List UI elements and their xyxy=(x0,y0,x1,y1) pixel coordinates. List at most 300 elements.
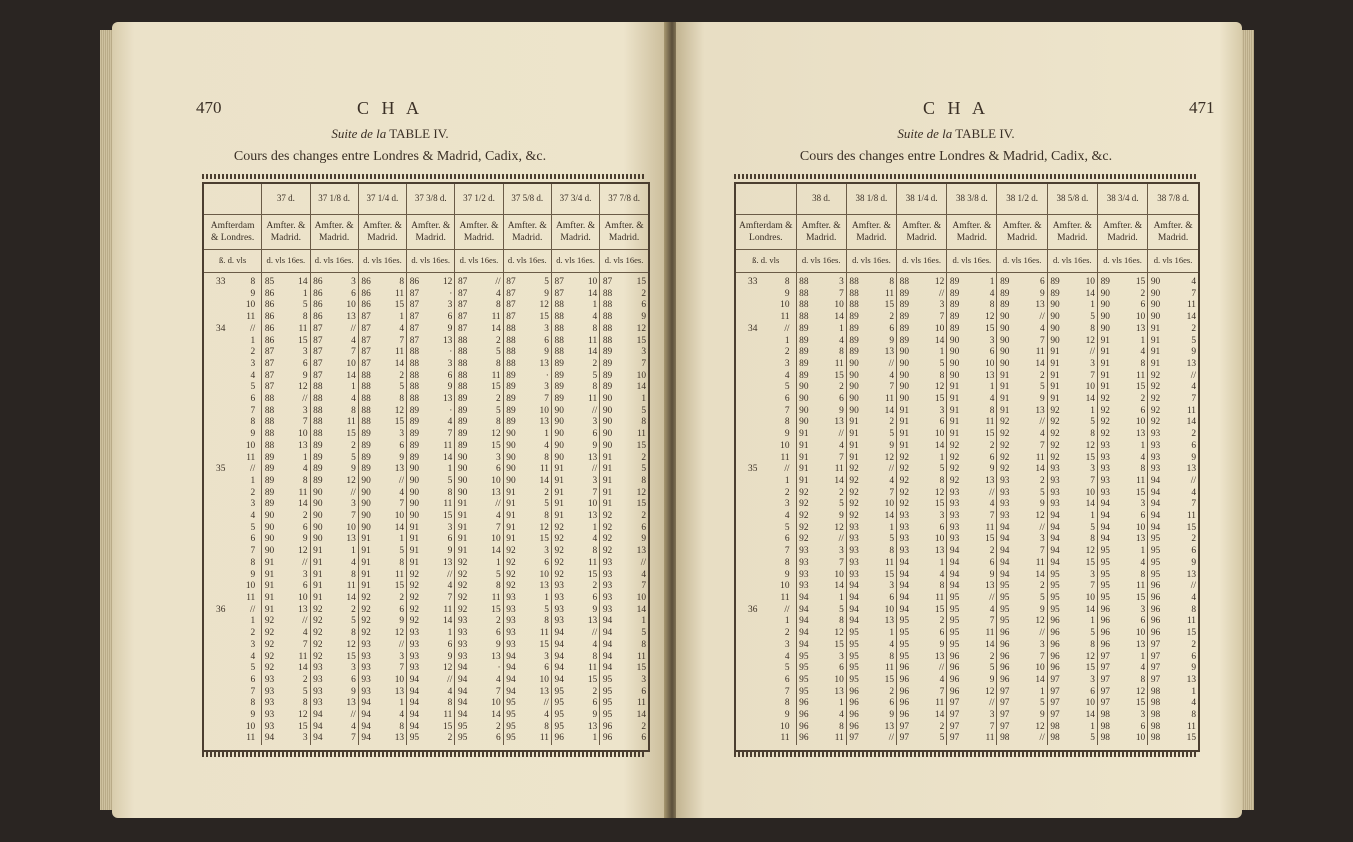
value-sixteenths: 14 xyxy=(1085,288,1095,299)
row-pence: 7 xyxy=(250,405,256,416)
value-pair xyxy=(506,675,549,687)
value-pair xyxy=(1150,710,1196,722)
value-sixteenths: 3 xyxy=(939,300,945,311)
value-pair xyxy=(1100,406,1145,418)
row-label-cell xyxy=(204,488,262,500)
value-cell xyxy=(1148,546,1198,558)
value-sixteenths: 1 xyxy=(302,452,308,463)
value-pair xyxy=(409,476,452,488)
value-cell xyxy=(407,289,455,301)
value-deniers: 96 xyxy=(849,710,859,721)
value-cell xyxy=(358,616,406,628)
table-row xyxy=(204,499,648,511)
exchange-table-left xyxy=(202,182,650,752)
value-pair xyxy=(457,429,500,441)
value-deniers: 89 xyxy=(1100,277,1110,287)
value-deniers: 94 xyxy=(849,604,859,615)
value-sixteenths: 8 xyxy=(939,475,945,486)
value-sixteenths: 10 xyxy=(491,534,501,545)
row-pence: 9 xyxy=(250,710,256,721)
value-deniers: 86 xyxy=(361,288,371,299)
header-column-label: Amfter. & Madrid. xyxy=(1097,215,1147,250)
value-cell xyxy=(997,546,1047,558)
value-sixteenths: 8 xyxy=(1140,569,1146,580)
row-pence: 8 xyxy=(250,417,256,428)
value-cell xyxy=(1047,511,1097,523)
table-caption: Cours des changes entre Londres & Madrid, Cadix, &c. xyxy=(799,149,1113,164)
value-pair xyxy=(457,382,500,394)
value-cell xyxy=(796,687,846,699)
value-pair xyxy=(602,417,646,429)
value-cell xyxy=(310,640,358,652)
header-blank xyxy=(204,184,262,215)
value-deniers: 94 xyxy=(554,651,564,662)
value-pair xyxy=(1150,733,1196,745)
value-cell xyxy=(1097,698,1147,710)
value-sixteenths: 14 xyxy=(346,370,356,381)
value-sixteenths: 4 xyxy=(302,464,308,475)
value-cell xyxy=(947,558,997,570)
value-pair xyxy=(506,324,549,336)
row-pence: 11 xyxy=(246,312,256,323)
value-cell xyxy=(600,698,648,710)
row-label xyxy=(738,523,794,535)
row-label-cell xyxy=(736,687,796,699)
value-cell xyxy=(1047,476,1097,488)
value-sixteenths: 5 xyxy=(1090,628,1095,639)
row-label xyxy=(206,570,259,582)
value-cell xyxy=(1148,453,1198,465)
value-sixteenths: 14 xyxy=(1085,394,1095,405)
row-pence: // xyxy=(250,323,256,334)
value-cell xyxy=(407,710,455,722)
value-pair xyxy=(264,558,307,570)
value-sixteenths: 7 xyxy=(1191,394,1196,405)
row-label xyxy=(738,546,794,558)
value-deniers: 89 xyxy=(409,452,420,463)
value-cell xyxy=(796,453,846,465)
value-sixteenths: 1 xyxy=(544,429,549,440)
value-cell xyxy=(407,347,455,359)
value-pair xyxy=(899,312,944,324)
value-sixteenths: 6 xyxy=(351,288,356,299)
value-pair xyxy=(264,441,307,453)
table-row xyxy=(736,371,1198,383)
table-row xyxy=(204,429,648,441)
value-deniers: 89 xyxy=(457,417,468,428)
value-pair xyxy=(1050,382,1095,394)
row-label xyxy=(206,733,259,745)
row-label xyxy=(206,523,259,535)
value-deniers: 88 xyxy=(409,347,420,358)
value-cell xyxy=(262,464,310,476)
value-pair xyxy=(899,394,944,406)
value-deniers: 92 xyxy=(849,499,859,510)
value-sixteenths: 13 xyxy=(442,557,453,568)
row-label xyxy=(206,698,259,710)
row-pence: 11 xyxy=(780,452,790,463)
value-deniers: 95 xyxy=(554,721,564,732)
row-label-cell xyxy=(736,336,796,348)
value-pair xyxy=(554,382,597,394)
value-pair xyxy=(949,511,994,523)
value-deniers: 92 xyxy=(849,475,859,486)
value-sixteenths: 5 xyxy=(1040,698,1045,709)
row-label-cell xyxy=(204,273,262,289)
value-deniers: 90 xyxy=(554,405,564,416)
value-deniers: 88 xyxy=(313,382,323,393)
value-deniers: 94 xyxy=(457,710,468,721)
value-cell xyxy=(455,406,503,418)
value-deniers: 93 xyxy=(264,674,275,685)
value-sixteenths: 11 xyxy=(834,358,844,369)
row-label-cell xyxy=(204,710,262,722)
value-deniers: 88 xyxy=(457,347,468,358)
value-pair xyxy=(602,722,646,734)
value-cell xyxy=(600,417,648,429)
row-label xyxy=(206,382,259,394)
value-deniers: 93 xyxy=(457,651,468,662)
value-sixteenths: 13 xyxy=(1186,464,1196,475)
value-deniers: 86 xyxy=(264,323,275,334)
value-sixteenths: 6 xyxy=(592,592,598,603)
value-sixteenths: 10 xyxy=(884,499,895,510)
value-pair xyxy=(799,324,844,336)
value-cell xyxy=(997,581,1047,593)
value-pair xyxy=(899,417,944,429)
value-deniers: 88 xyxy=(799,277,809,287)
value-sixteenths: 11 xyxy=(491,592,501,603)
value-deniers: 91 xyxy=(457,522,468,533)
header-rate: 38 7/8 d. xyxy=(1148,184,1198,215)
value-sixteenths: 12 xyxy=(298,546,308,557)
value-pair xyxy=(602,733,646,745)
value-pair xyxy=(999,593,1044,605)
value-pair xyxy=(949,546,994,558)
value-sixteenths: 12 xyxy=(346,639,356,650)
value-cell xyxy=(1047,464,1097,476)
value-sixteenths: 7 xyxy=(1040,546,1045,557)
value-sixteenths: 15 xyxy=(587,674,598,685)
value-pair xyxy=(554,324,597,336)
value-pair xyxy=(999,371,1044,383)
value-pair xyxy=(1150,476,1196,488)
value-pair xyxy=(457,593,500,605)
value-sixteenths: 12 xyxy=(934,487,945,498)
value-sixteenths: 4 xyxy=(1191,277,1196,287)
header-rate: 38 1/8 d. xyxy=(846,184,896,215)
value-cell xyxy=(262,289,310,301)
value-cell xyxy=(455,371,503,383)
row-label xyxy=(738,336,794,348)
value-pair xyxy=(949,499,994,511)
value-deniers: 94 xyxy=(799,628,809,639)
value-sixteenths: 9 xyxy=(399,452,405,463)
table-row xyxy=(736,616,1198,628)
value-cell xyxy=(600,273,648,289)
value-deniers: 90 xyxy=(313,522,323,533)
value-pair xyxy=(1100,652,1145,664)
value-sixteenths: 14 xyxy=(587,347,598,358)
value-cell xyxy=(551,628,599,640)
value-deniers: 96 xyxy=(1050,663,1060,674)
table-row xyxy=(736,640,1198,652)
value-deniers: 88 xyxy=(264,417,275,428)
value-cell xyxy=(551,640,599,652)
value-pair xyxy=(1100,687,1145,699)
value-cell xyxy=(503,476,551,488)
value-sixteenths: 13 xyxy=(587,452,598,463)
value-deniers: 95 xyxy=(899,651,910,662)
row-pence: 5 xyxy=(784,663,790,674)
value-cell xyxy=(358,640,406,652)
value-sixteenths: 7 xyxy=(495,686,501,697)
value-sixteenths: 1 xyxy=(1140,440,1146,451)
value-pair xyxy=(1050,464,1095,476)
value-sixteenths: 8 xyxy=(592,323,598,334)
value-pair xyxy=(602,663,646,675)
value-deniers: 89 xyxy=(409,417,420,428)
value-deniers: 92 xyxy=(799,499,809,510)
value-cell xyxy=(1097,371,1147,383)
value-cell xyxy=(796,558,846,570)
row-pence: // xyxy=(250,604,256,615)
value-pair xyxy=(1150,593,1196,605)
value-cell xyxy=(310,488,358,500)
value-sixteenths: 4 xyxy=(592,639,598,650)
value-cell xyxy=(407,616,455,628)
value-pair xyxy=(602,312,646,324)
value-sixteenths: // xyxy=(989,698,995,709)
value-deniers: 91 xyxy=(1100,335,1110,346)
value-cell xyxy=(1097,605,1147,617)
value-cell xyxy=(897,534,947,546)
value-sixteenths: 5 xyxy=(592,370,598,381)
value-pair xyxy=(1100,394,1145,406)
value-sixteenths: 11 xyxy=(298,323,308,334)
value-deniers: 90 xyxy=(506,475,516,486)
value-sixteenths: 2 xyxy=(1040,581,1045,592)
value-cell xyxy=(1148,336,1198,348)
row-label xyxy=(206,277,259,289)
value-sixteenths: // xyxy=(838,534,844,545)
value-pair xyxy=(1050,523,1095,535)
value-deniers: 96 xyxy=(1150,604,1161,615)
value-cell xyxy=(503,312,551,324)
value-cell xyxy=(1148,652,1198,664)
value-deniers: 90 xyxy=(949,335,960,346)
value-sixteenths: 13 xyxy=(298,604,308,615)
value-pair xyxy=(799,511,844,523)
value-cell xyxy=(947,371,997,383)
value-deniers: 93 xyxy=(799,557,809,568)
value-deniers: 89 xyxy=(554,370,564,381)
row-label xyxy=(738,406,794,418)
value-cell xyxy=(455,546,503,558)
value-cell xyxy=(310,499,358,511)
value-pair xyxy=(554,476,597,488)
value-pair xyxy=(899,652,944,664)
table-row xyxy=(204,698,648,710)
row-pence: 1 xyxy=(250,335,256,346)
value-sixteenths: 3 xyxy=(302,405,308,416)
value-cell xyxy=(1047,581,1097,593)
value-cell xyxy=(551,534,599,546)
value-cell xyxy=(358,382,406,394)
value-pair xyxy=(1150,675,1196,687)
value-deniers: 90 xyxy=(506,429,516,440)
value-pair xyxy=(949,558,994,570)
value-sixteenths: 4 xyxy=(989,288,995,299)
value-cell xyxy=(897,628,947,640)
row-label-cell xyxy=(204,628,262,640)
row-pence: 9 xyxy=(784,710,790,721)
value-deniers: 93 xyxy=(1000,487,1010,498)
value-sixteenths: 2 xyxy=(939,616,945,627)
value-sixteenths: 5 xyxy=(544,604,549,615)
value-cell xyxy=(407,698,455,710)
header-column-label: Amfter. & Madrid. xyxy=(310,215,358,250)
row-pence: 1 xyxy=(784,616,790,627)
value-deniers: 87 xyxy=(313,370,323,381)
value-sixteenths: 13 xyxy=(346,534,356,545)
value-cell xyxy=(846,417,896,429)
running-head: C H A xyxy=(356,98,423,118)
value-sixteenths: 8 xyxy=(544,616,549,627)
value-cell xyxy=(600,300,648,312)
value-cell xyxy=(358,652,406,664)
value-pair xyxy=(999,394,1044,406)
value-cell xyxy=(997,570,1047,582)
value-deniers: 92 xyxy=(506,546,516,557)
row-shillings: 34 xyxy=(216,323,226,334)
value-sixteenths: 13 xyxy=(346,698,356,709)
value-deniers: 90 xyxy=(457,452,468,463)
value-cell xyxy=(551,687,599,699)
row-pence: 6 xyxy=(250,394,256,405)
value-sixteenths: 1 xyxy=(839,592,844,603)
value-cell xyxy=(455,628,503,640)
value-deniers: 96 xyxy=(1050,628,1060,639)
value-cell xyxy=(407,722,455,734)
value-deniers: 89 xyxy=(849,323,859,334)
value-deniers: 90 xyxy=(1050,300,1060,311)
value-pair xyxy=(849,593,894,605)
value-deniers: 92 xyxy=(554,569,564,580)
value-sixteenths: 11 xyxy=(443,499,453,510)
value-pair xyxy=(409,300,452,312)
value-deniers: 95 xyxy=(799,663,809,674)
value-pair xyxy=(361,429,404,441)
value-cell xyxy=(796,429,846,441)
value-pair xyxy=(361,593,404,605)
value-deniers: 95 xyxy=(602,698,613,709)
value-cell xyxy=(262,663,310,675)
value-pair xyxy=(799,675,844,687)
value-pair xyxy=(409,733,452,745)
value-sixteenths: 5 xyxy=(641,628,646,639)
value-sixteenths: 6 xyxy=(939,417,945,428)
value-sixteenths: 10 xyxy=(1035,663,1045,674)
value-cell xyxy=(262,441,310,453)
value-sixteenths: 11 xyxy=(935,698,945,709)
value-deniers: 88 xyxy=(799,288,809,299)
subtitle-prefix: Suite de la xyxy=(897,126,953,141)
value-pair xyxy=(554,488,597,500)
value-sixteenths: 4 xyxy=(889,475,895,486)
row-label xyxy=(738,511,794,523)
value-cell xyxy=(358,429,406,441)
value-pair xyxy=(361,733,404,745)
value-pair xyxy=(554,546,597,558)
row-pence: 1 xyxy=(784,335,790,346)
value-cell xyxy=(846,558,896,570)
value-pair xyxy=(849,534,894,546)
value-deniers: 89 xyxy=(799,347,809,358)
value-cell xyxy=(997,312,1047,324)
value-pair xyxy=(313,441,356,453)
value-sixteenths: 2 xyxy=(989,651,995,662)
value-deniers: 89 xyxy=(264,475,275,486)
value-pair xyxy=(264,394,307,406)
value-pair xyxy=(849,546,894,558)
value-cell xyxy=(1097,523,1147,535)
value-cell xyxy=(358,359,406,371)
value-pair xyxy=(409,523,452,535)
row-label-cell xyxy=(736,499,796,511)
value-deniers: 93 xyxy=(1150,464,1161,475)
value-pair xyxy=(409,336,452,348)
value-sixteenths: // xyxy=(989,592,995,603)
value-cell xyxy=(1097,417,1147,429)
value-pair xyxy=(506,570,549,582)
value-deniers: 94 xyxy=(1050,546,1060,557)
value-deniers: 98 xyxy=(1150,698,1161,709)
value-pair xyxy=(313,382,356,394)
value-pair xyxy=(1050,546,1095,558)
value-cell xyxy=(600,511,648,523)
value-deniers: 90 xyxy=(506,440,516,451)
row-pence: 7 xyxy=(784,546,790,557)
value-sixteenths: 2 xyxy=(839,487,844,498)
value-pair xyxy=(799,312,844,324)
table-row xyxy=(736,429,1198,441)
table-caption: Cours des changes entre Londres & Madrid, Cadix, &c. xyxy=(233,149,547,164)
value-pair xyxy=(949,616,994,628)
value-sixteenths: 15 xyxy=(636,277,646,287)
value-deniers: 92 xyxy=(554,557,564,568)
value-pair xyxy=(409,382,452,394)
value-pair xyxy=(602,453,646,465)
value-pair xyxy=(1050,722,1095,734)
value-deniers: 89 xyxy=(849,347,859,358)
value-sixteenths: 7 xyxy=(839,557,844,568)
page-number: 471 xyxy=(1189,98,1215,117)
value-pair xyxy=(313,640,356,652)
value-sixteenths: 5 xyxy=(495,347,501,358)
value-deniers: 90 xyxy=(1000,358,1010,369)
value-deniers: 92 xyxy=(313,639,323,650)
value-sixteenths: 13 xyxy=(539,358,549,369)
value-cell xyxy=(600,593,648,605)
value-pair xyxy=(361,359,404,371)
value-sixteenths: 8 xyxy=(592,382,598,393)
value-cell xyxy=(455,570,503,582)
value-deniers: 90 xyxy=(457,475,468,486)
value-cell xyxy=(796,628,846,640)
value-pair xyxy=(457,453,500,465)
row-label-cell xyxy=(736,476,796,488)
